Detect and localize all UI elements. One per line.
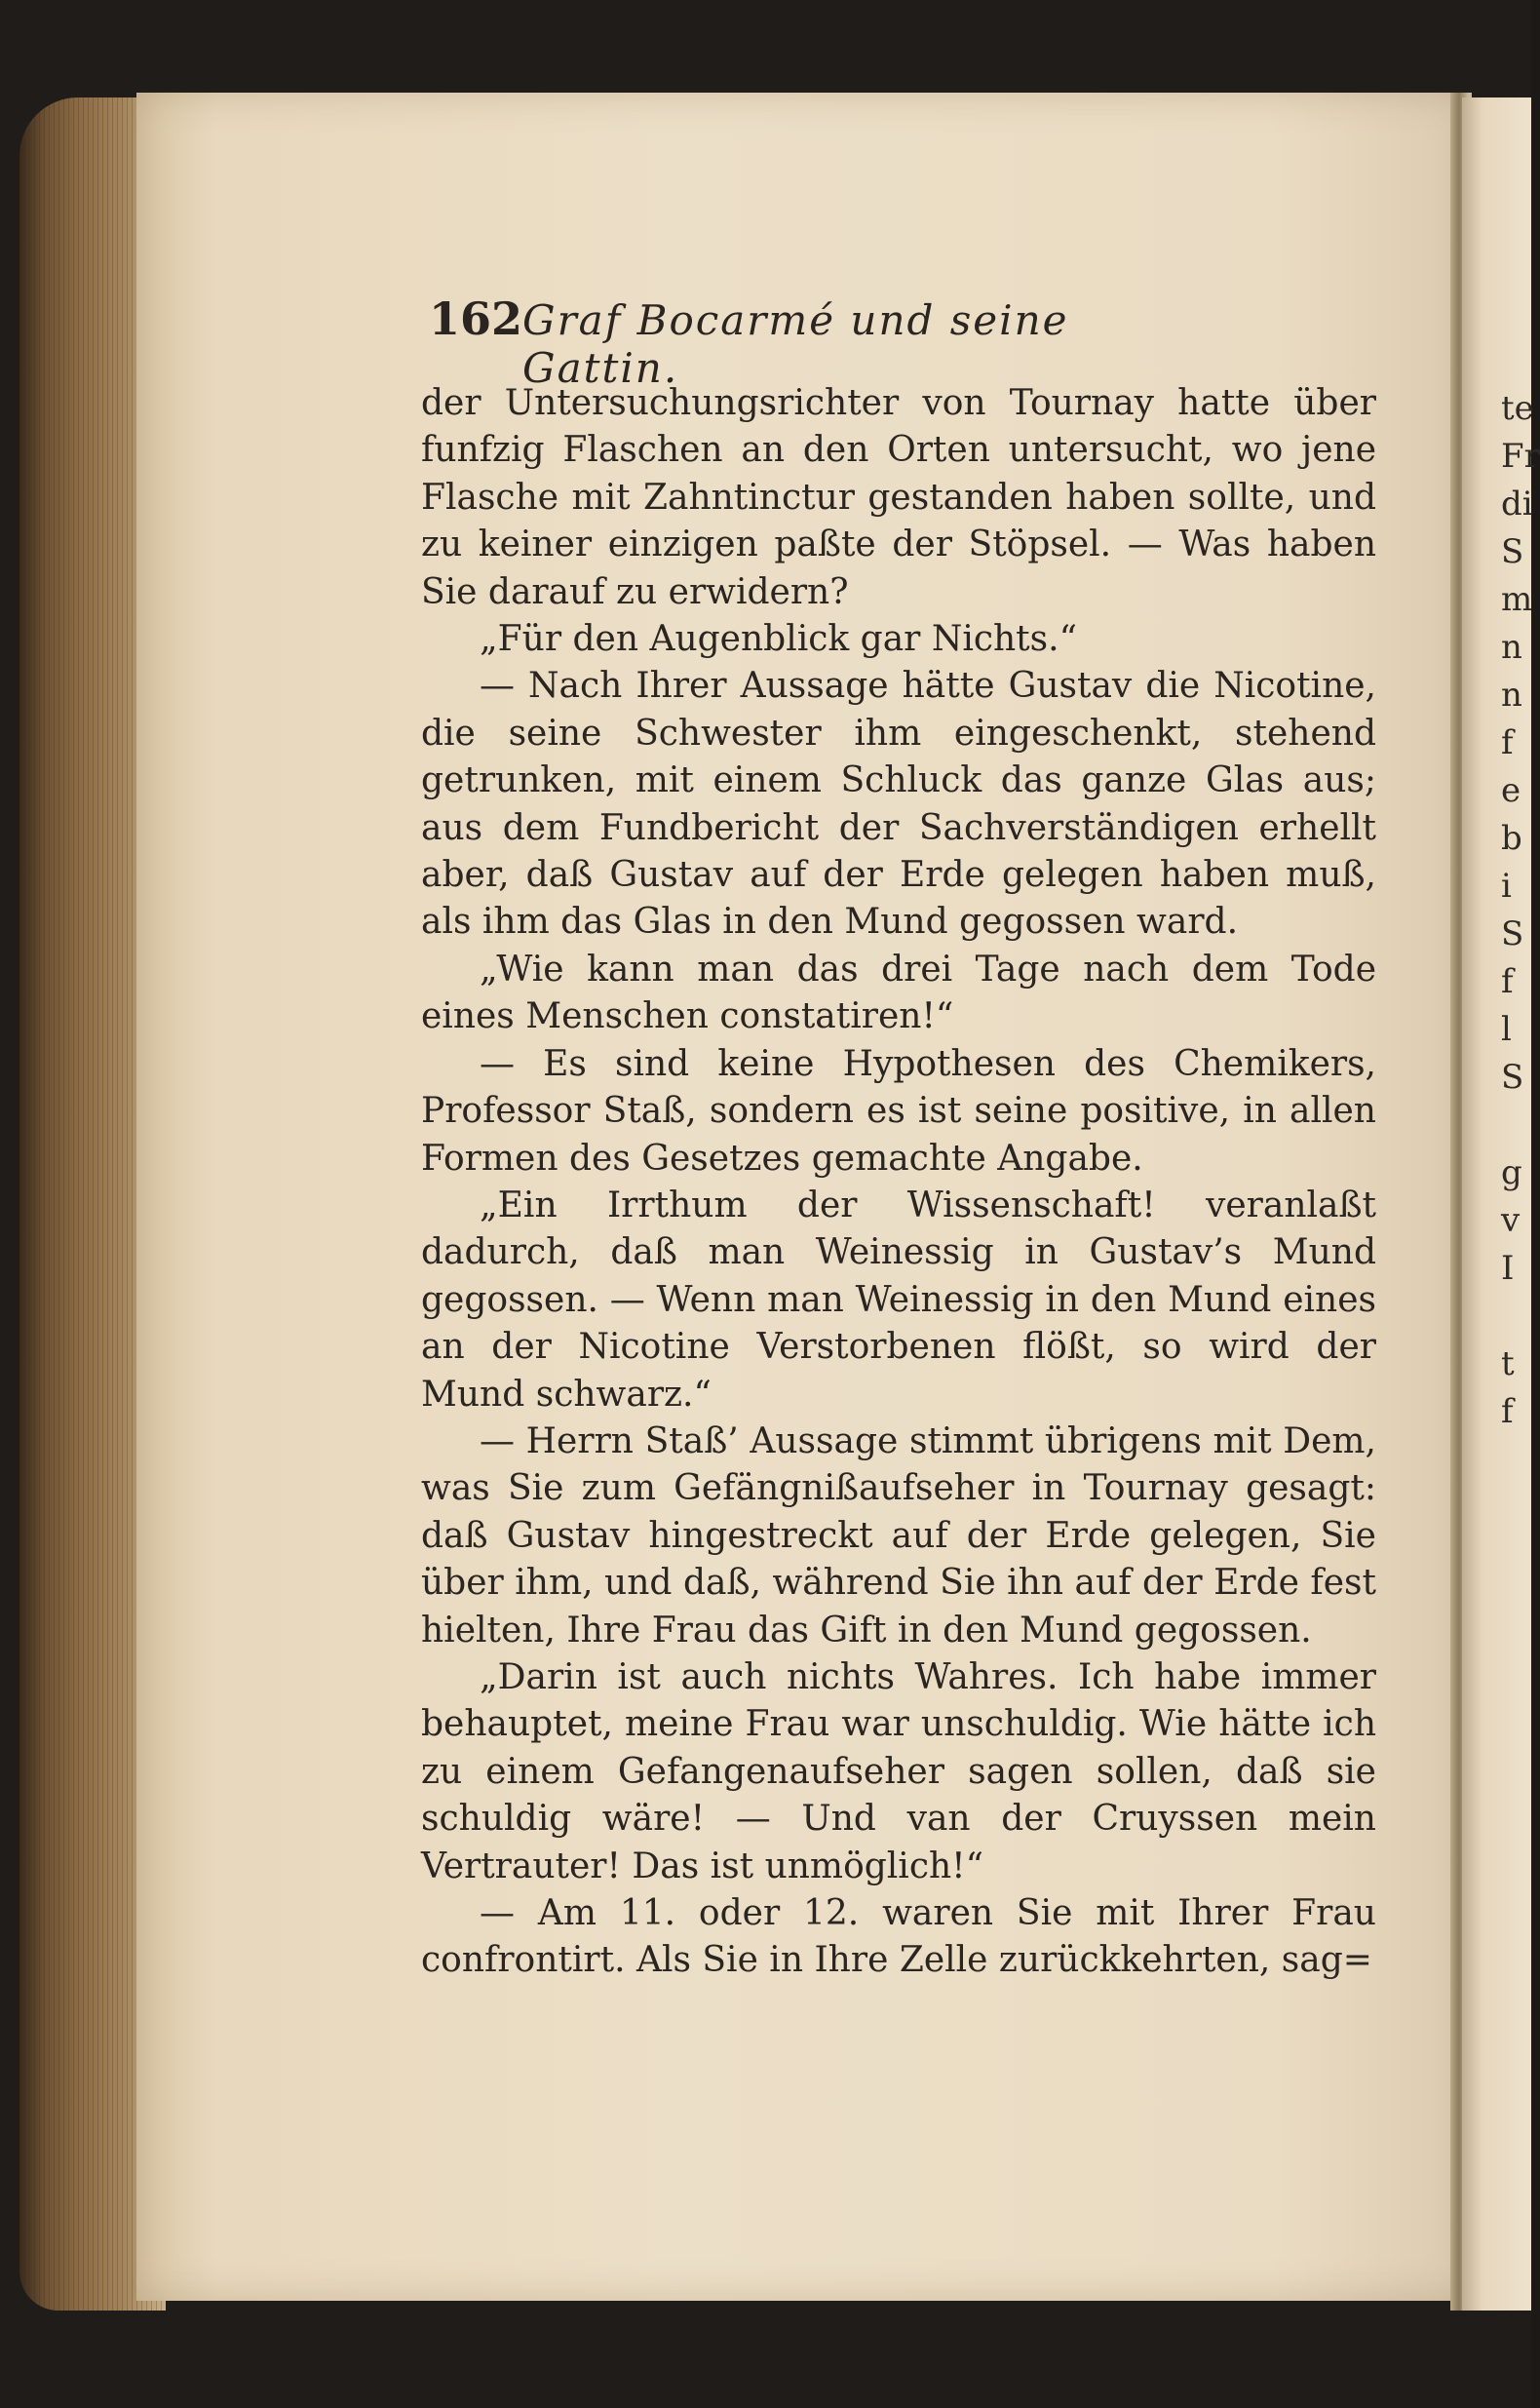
paragraph: „Wie kann man das drei Tage nach dem Tode eines Menschen constatiren!“	[421, 949, 1376, 1037]
paragraph: „Für den Augenblick gar Nichts.“	[480, 619, 1077, 660]
paragraph: — Herrn Staß’ Aussage stimmt übrigens mit Dem, was Sie zum Gefängnißaufseher in Tournay gesagt: daß Gustav hingestreckt auf der Erde gelegen, Sie über ihm, und daß, während Sie ihn auf der Erde fest hielten, Ihre Frau das Gift in den Mund gegossen.	[421, 1420, 1376, 1651]
page-number: 162	[429, 292, 523, 345]
running-head: Graf Bocarmé und seine Gattin.	[522, 296, 1069, 392]
paragraph: — Es sind keine Hypothesen des Chemikers, Professor Staß, sondern es ist seine positive, in allen Formen des Gesetzes gemachte Angabe.	[421, 1043, 1376, 1179]
page-header	[429, 292, 1184, 392]
facing-page-text-fragment: te Fr di S m n n f e b i S f l S g v I t f	[1501, 389, 1540, 1431]
paragraph: „Darin ist auch nichts Wahres. Ich habe immer behauptet, meine Frau war unschuldig. Wie hätte ich zu einem Gefangenaufseher sagen sollen, daß sie schuldig wäre! — Und van der Cruyssen mein Vertrauter! Das ist unmöglich!“	[421, 1656, 1376, 1886]
paragraph: — Nach Ihrer Aussage hätte Gustav die Nicotine, die seine Schwester ihm eingeschenkt, stehend getrunken, mit einem Schluck das ganze Glas aus; aus dem Fundbericht der Sachverständigen erhellt aber, daß Gustav auf der Erde gelegen haben muß, als ihm das Glas in den Mund gegossen ward.	[421, 666, 1376, 943]
paragraph: — Am 11. oder 12. waren Sie mit Ihrer Frau confrontirt. Als Sie in Ihre Zelle zurückkehrten, sag=	[421, 1893, 1376, 1981]
paragraph: der Untersuchungsrichter von Tournay hatte über funfzig Flaschen an den Orten untersucht, wo jene Flasche mit Zahntinctur gestanden haben sollte, und zu keiner einzigen paßte der Stöpsel. — Was haben Sie darauf zu erwidern?	[421, 383, 1376, 612]
body-text	[421, 380, 1376, 1985]
paragraph: „Ein Irrthum der Wissenschaft! veranlaßt dadurch, daß man Weinessig in Gustav’s Mund gegossen. — Wenn man Weinessig in den Mund eines an der Nicotine Verstorbenen flößt, so wird der Mund schwarz.“	[421, 1185, 1376, 1415]
